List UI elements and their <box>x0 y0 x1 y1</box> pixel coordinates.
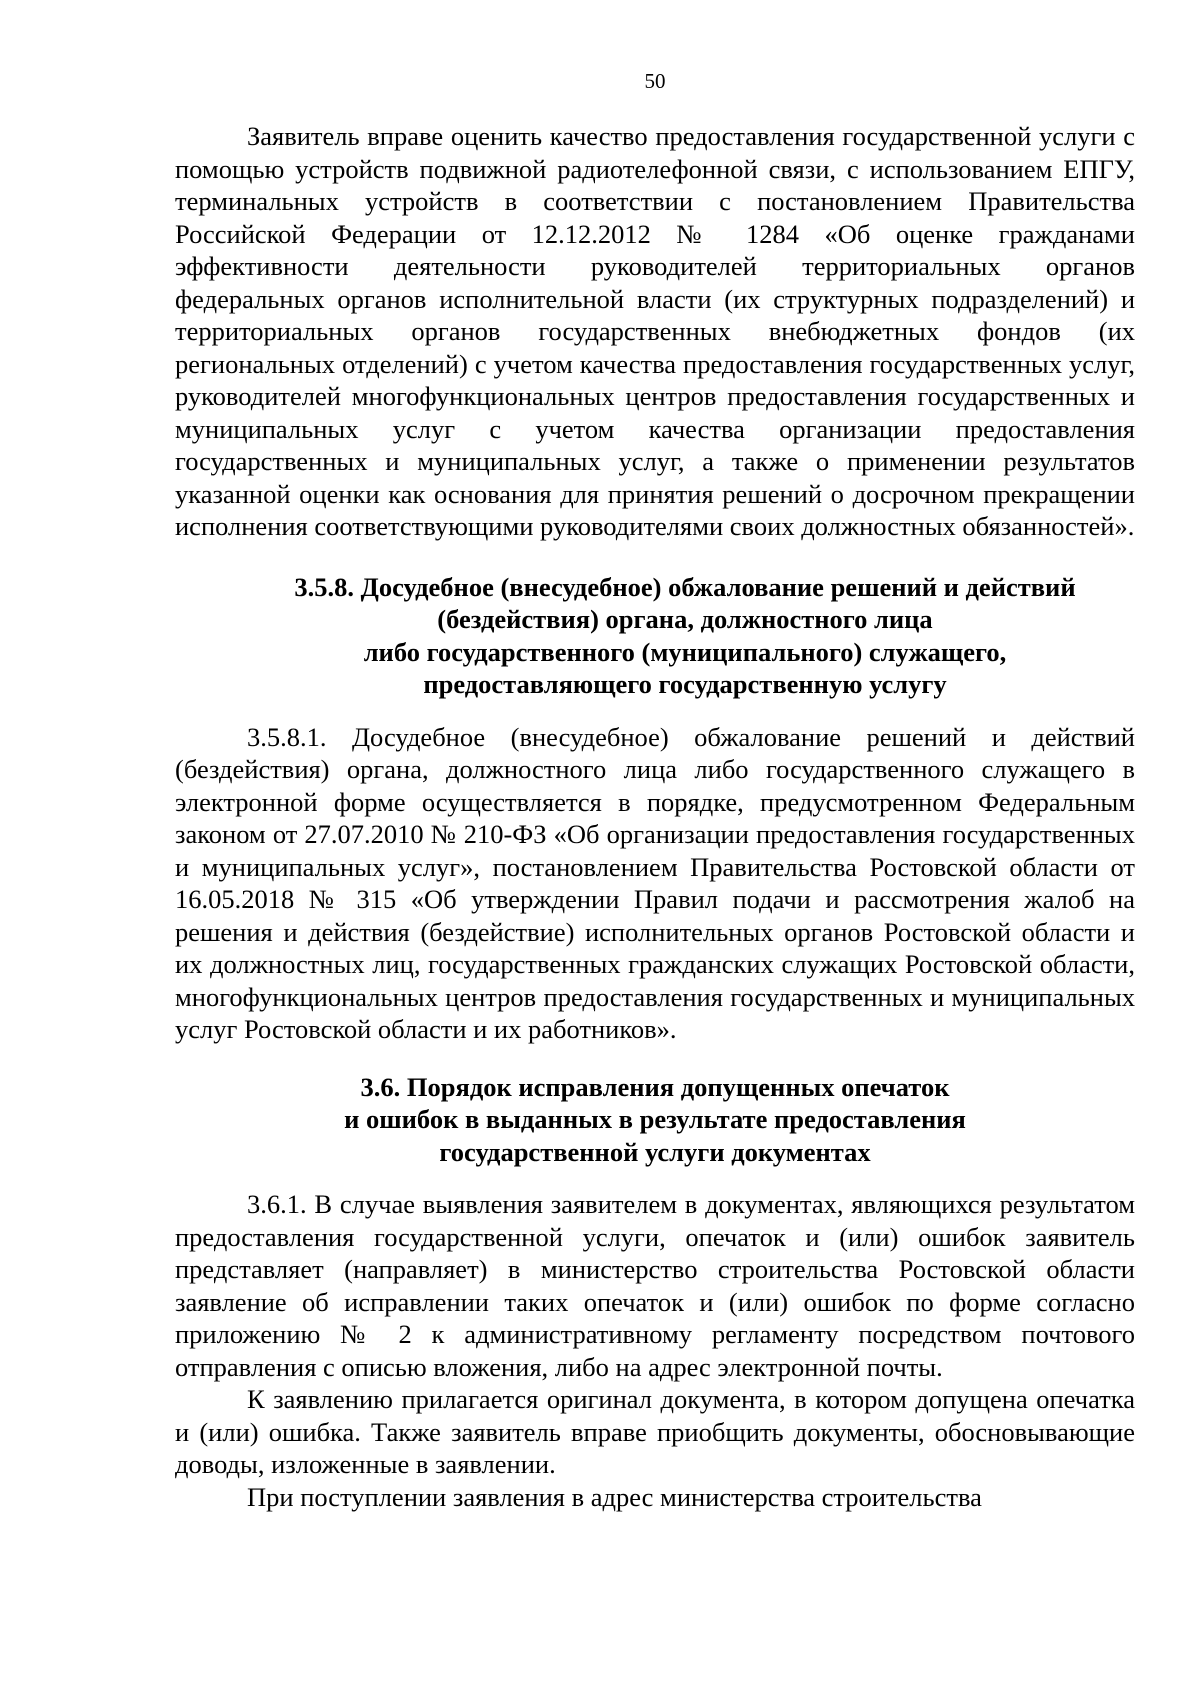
heading-line: предоставляющего государственную услугу <box>423 669 947 699</box>
heading-line: 3.6. Порядок исправления допущенных опечаток <box>360 1071 950 1102</box>
heading-line: (бездействия) органа, должностного лица <box>437 604 933 634</box>
paragraph-attachment: К заявлению прилагается оригинал документа, в котором допущена опечатка и (или) ошибка. Также заявитель вправе приобщить документы, обосновывающие доводы, изложенные в заявлении. <box>175 1384 1135 1479</box>
heading-line: 3.5.8. Досудебное (внесудебное) обжалование решений и действий <box>294 571 1076 602</box>
paragraph-3-5-8-1: 3.5.8.1. Досудебное (внесудебное) обжалование решений и действий (бездействия) органа, должностного лица либо государственного служащего в электронной форме осуществляется в порядке, предусмотренном Федеральным законом от 27.07.2010 № 210-ФЗ «Об организации предоставления государственных и муниципальных услуг», постановлением Правительства Ростовской области от 16.05.2018 № 315 «Об утверждении Правил подачи и рассмотрения жалоб на решения и действия (бездействие) исполнительных органов Ростовской области и их должностных лиц, государственных гражданских служащих Ростовской области, многофункциональных центров предоставления государственных и муниципальных услуг Ростовской области и их работников». <box>175 721 1135 1044</box>
paragraph-receipt: При поступлении заявления в адрес министерства строительства <box>247 1481 982 1512</box>
heading-line: и ошибок в выданных в результате предоставления <box>344 1104 966 1134</box>
heading-line: либо государственного (муниципального) служащего, <box>363 636 1007 667</box>
paragraph-3-6-1: 3.6.1. В случае выявления заявителем в документах, являющихся результатом предоставления государственной услуги, опечаток и (или) ошибок заявитель представляет (направляет) в министерство строительства Ростовской области заявление об исправлении таких опечаток и (или) ошибок по форме согласно приложению № 2 к административному регламенту посредством почтового отправления с описью вложения, либо на адрес электронной почты. <box>175 1189 1135 1382</box>
section-heading-3-5-8 <box>175 571 1135 701</box>
section-heading-3-6 <box>175 1071 1135 1169</box>
paragraph-service-rating: Заявитель вправе оценить качество предоставления государственной услуги с помощью устройств подвижной радиотелефонной связи, с использованием ЕПГУ, терминальных устройств в соответствии с постановлением Правительства Российской Федерации от 12.12.2012 № 1284 «Об оценке гражданами эффективности деятельности руководителей территориальных органов федеральных органов исполнительной власти (их структурных подразделений) и территориальных органов государственных внебюджетных фондов (их региональных отделений) с учетом качества предоставления государственных услуг, руководителей многофункциональных центров предоставления государственных и муниципальных услуг с учетом качества организации предоставления государственных и муниципальных услуг, а также о применении результатов указанной оценки как основания для принятия решений о досрочном прекращении исполнения соответствующими руководителями своих должностных обязанностей». <box>175 121 1135 541</box>
heading-line: государственной услуги документах <box>439 1136 871 1167</box>
document-page <box>175 70 1135 1513</box>
page-number: 50 <box>644 69 666 93</box>
